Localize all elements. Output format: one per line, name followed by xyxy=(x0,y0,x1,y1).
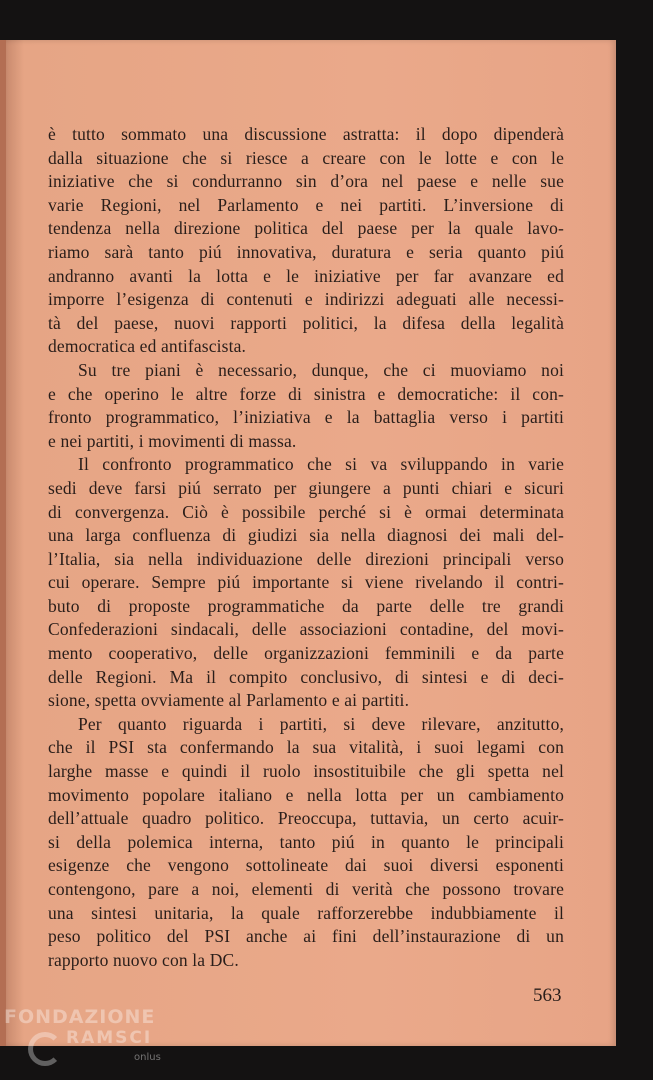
text-line: imporre l’esigenza di contenuti e indirizzi adeguati alle necessi- xyxy=(48,289,564,310)
text-line: esigenze che vengono sottolineate dai suoi diversi esponenti xyxy=(48,855,564,876)
watermark-line-2: RAMSCI xyxy=(66,1028,153,1048)
text-line: e nei partiti, i movimenti di massa. xyxy=(48,430,297,451)
paragraph xyxy=(48,359,564,453)
page-body-text xyxy=(48,123,564,972)
text-line: cui operare. Sempre piú importante si viene rivelando il contri- xyxy=(48,572,564,593)
paragraph xyxy=(48,713,564,973)
text-line: dell’attuale quadro politico. Preoccupa, tuttavia, un certo acuir- xyxy=(48,808,564,829)
text-line: è tutto sommato una discussione astratta: il dopo dipenderà xyxy=(48,124,564,144)
text-line: andranno avanti la lotta e le iniziative per far avanzare ed xyxy=(48,265,564,286)
text-line: una larga confluenza di giudizi sia nella diagnosi dei mali del- xyxy=(48,525,564,546)
text-line: l’Italia, sia nella individuazione delle direzioni principali verso xyxy=(48,548,564,569)
text-line: si della polemica interna, tanto piú in quanto le principali xyxy=(48,831,564,852)
text-line: Il confronto programmatico che si va sviluppando in varie xyxy=(78,454,564,475)
text-line: Per quanto riguarda i partiti, si deve rilevare, anzitutto, xyxy=(78,713,564,734)
text-line: mento cooperativo, delle organizzazioni femminili e da parte xyxy=(48,643,564,664)
text-line: riamo sarà tanto piú innovativa, duratura e seria quanto piú xyxy=(48,241,564,262)
text-line: sione, spetta ovviamente al Parlamento e ai partiti. xyxy=(48,690,410,711)
text-line: peso politico del PSI anche ai fini dell’instaurazione di un xyxy=(48,926,564,947)
text-line: varie Regioni, nel Parlamento e nei partiti. L’inversione di xyxy=(48,194,564,215)
watermark-line-1: FONDAZIONE xyxy=(4,1006,156,1028)
text-line: e che operino le altre forze di sinistra e democratiche: il con- xyxy=(48,383,564,404)
text-line: fronto programmatico, l’iniziativa e la battaglia verso i partiti xyxy=(48,407,564,428)
text-line: Su tre piani è necessario, dunque, che ci muoviamo noi xyxy=(78,359,564,380)
text-line: che il PSI sta confermando la sua vitalità, i suoi legami con xyxy=(48,737,564,758)
text-line: iniziative che si condurranno sin d’ora nel paese e nelle sue xyxy=(48,171,564,192)
text-line: buto di proposte programmatiche da parte delle tre grandi xyxy=(48,595,564,616)
text-line: una sintesi unitaria, la quale rafforzerebbe indubbiamente il xyxy=(48,902,564,923)
paragraph xyxy=(48,453,564,713)
text-line: democratica ed antifascista. xyxy=(48,336,247,357)
text-line: di convergenza. Ciò è possibile perché si è ormai determinata xyxy=(48,501,564,522)
text-line: tà del paese, nuovi rapporti politici, la difesa della legalità xyxy=(48,312,564,333)
text-line: dalla situazione che si riesce a creare con le lotte e con le xyxy=(48,147,564,168)
text-line: Confederazioni sindacali, delle associazioni contadine, del movi- xyxy=(48,619,564,640)
text-line: movimento popolare italiano e nella lotta per un cambiamento xyxy=(48,784,564,805)
text-line: delle Regioni. Ma il compito conclusivo, di sintesi e di deci- xyxy=(48,666,564,687)
watermark-onlus: onlus xyxy=(134,1052,161,1063)
page-number: 563 xyxy=(533,985,562,1006)
text-line: larghe masse e quindi il ruolo insostituibile che gli spetta nel xyxy=(48,761,564,782)
paragraph xyxy=(48,123,564,359)
text-line: sedi deve farsi piú serrato per giungere a punti chiari e sicuri xyxy=(48,477,564,498)
text-line: contengono, pare a noi, elementi di verità che possono trovare xyxy=(48,879,564,899)
text-line: rapporto nuovo con la DC. xyxy=(48,949,239,970)
text-line: tendenza nella direzione politica del paese per la quale lavo- xyxy=(48,218,564,239)
watermark-g-logo-icon xyxy=(28,1032,62,1066)
